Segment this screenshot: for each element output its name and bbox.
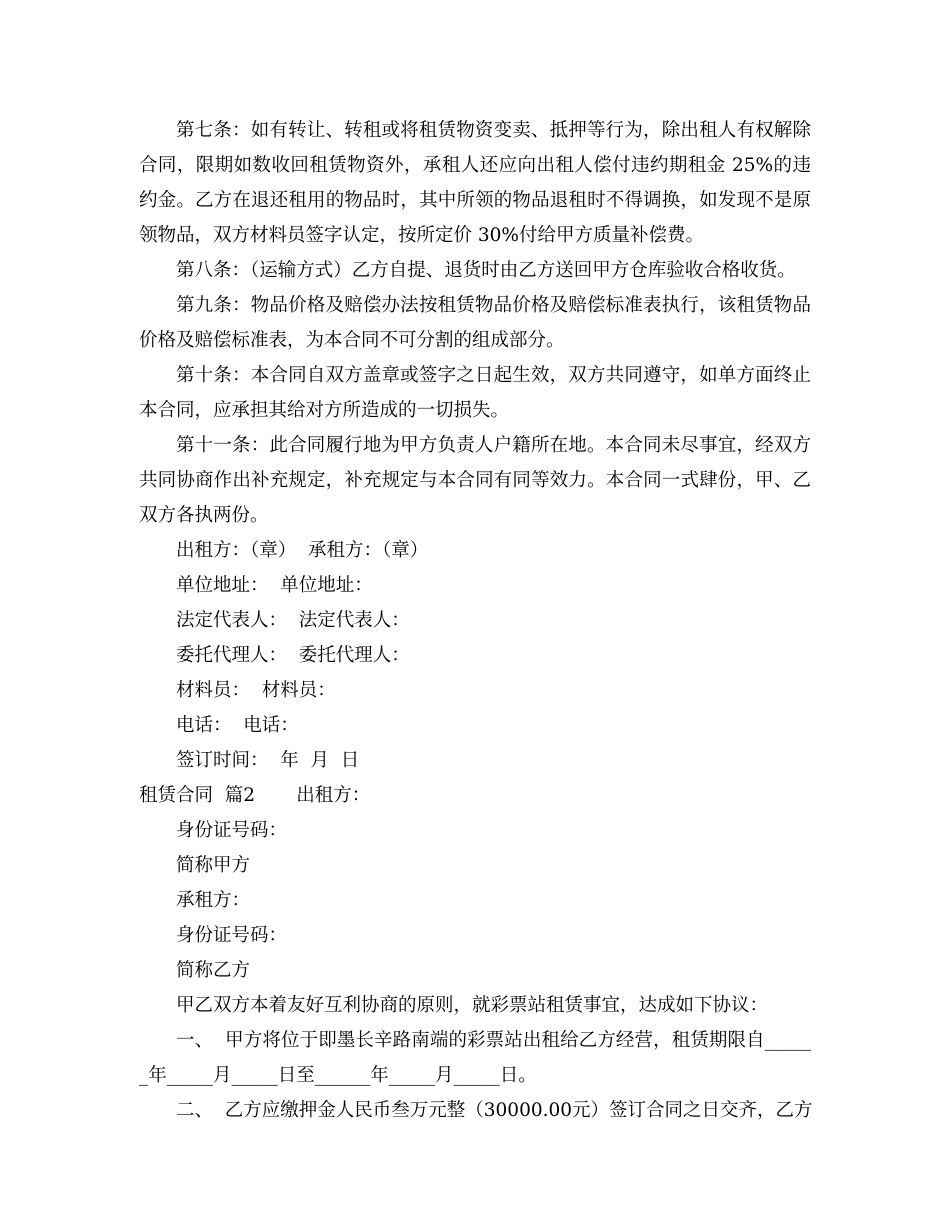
text-line: 第十一条：此合同履行地为甲方负责人户籍所在地。本合同未尽事宜，经双方 (176, 435, 811, 456)
text-line: 第七条：如有转让、转租或将租赁物资变卖、抵押等行为，除出租人有权解除 (176, 120, 811, 141)
text-line: 身份证号码： (176, 820, 288, 841)
text-line: 身份证号码： (176, 925, 288, 946)
text-line: 简称乙方 (176, 960, 251, 981)
text-line: 第八条：（运输方式）乙方自提、退货时由乙方送回甲方仓库验收合格收货。 (176, 260, 796, 281)
text-line: 价格及赔偿标准表，为本合同不可分割的组成部分。 (139, 330, 565, 351)
signature-line-date: 签订时间： 年 月 日 (176, 750, 360, 771)
text-line: 承租方： (176, 890, 251, 911)
signature-line-materials: 材料员： 材料员： (176, 680, 336, 701)
signature-line-parties: 出租方：（章） 承租方：（章） (176, 540, 429, 561)
text-line: 第九条：物品价格及赔偿办法按租赁物品价格及赔偿标准表执行，该租赁物品 (176, 295, 811, 316)
text-line: 共同协商作出补充规定，补充规定与本合同有同等效力。本合同一式肆份，甲、乙 (139, 470, 811, 491)
text-line: 领物品，双方材料员签字认定，按所定价 30%付给甲方质量补偿费。 (139, 225, 705, 246)
section-heading: 租赁合同 篇2 出租方： (139, 785, 371, 806)
text-line: 本合同，应承担其给对方所造成的一切损失。 (139, 400, 510, 421)
signature-line-phone: 电话： 电话： (176, 715, 299, 736)
text-line: 二、 乙方应缴押金人民币叁万元整（30000.00元）签订合同之日交齐，乙方 (176, 1100, 813, 1121)
text-line: 合同，限期如数收回租赁物资外，承租人还应向出租人偿付违约期租金 25%的违 (139, 155, 811, 176)
text-line: 约金。乙方在退还租用的物品时，其中所领的物品退租时不得调换，如发现不是原 (139, 190, 811, 211)
text-line: 第十条：本合同自双方盖章或签字之日起生效，双方共同遵守，如单方面终止 (176, 365, 811, 386)
signature-line-legal-rep: 法定代表人： 法定代表人： (176, 610, 410, 631)
signature-line-address: 单位地址： 单位地址： (176, 575, 373, 596)
text-line: 甲乙双方本着友好互利协商的原则，就彩票站租赁事宜，达成如下协议： (176, 995, 769, 1016)
text-line: 双方各执两份。 (139, 505, 269, 526)
text-line: _年_____月_____日至______年_____月_____日。 (139, 1065, 537, 1086)
text-line: 一、 甲方将位于即墨长辛路南端的彩票站出租给乙方经营，租赁期限自_____ (176, 1030, 811, 1051)
text-line: 简称甲方 (176, 855, 251, 876)
signature-line-agent: 委托代理人： 委托代理人： (176, 645, 410, 666)
